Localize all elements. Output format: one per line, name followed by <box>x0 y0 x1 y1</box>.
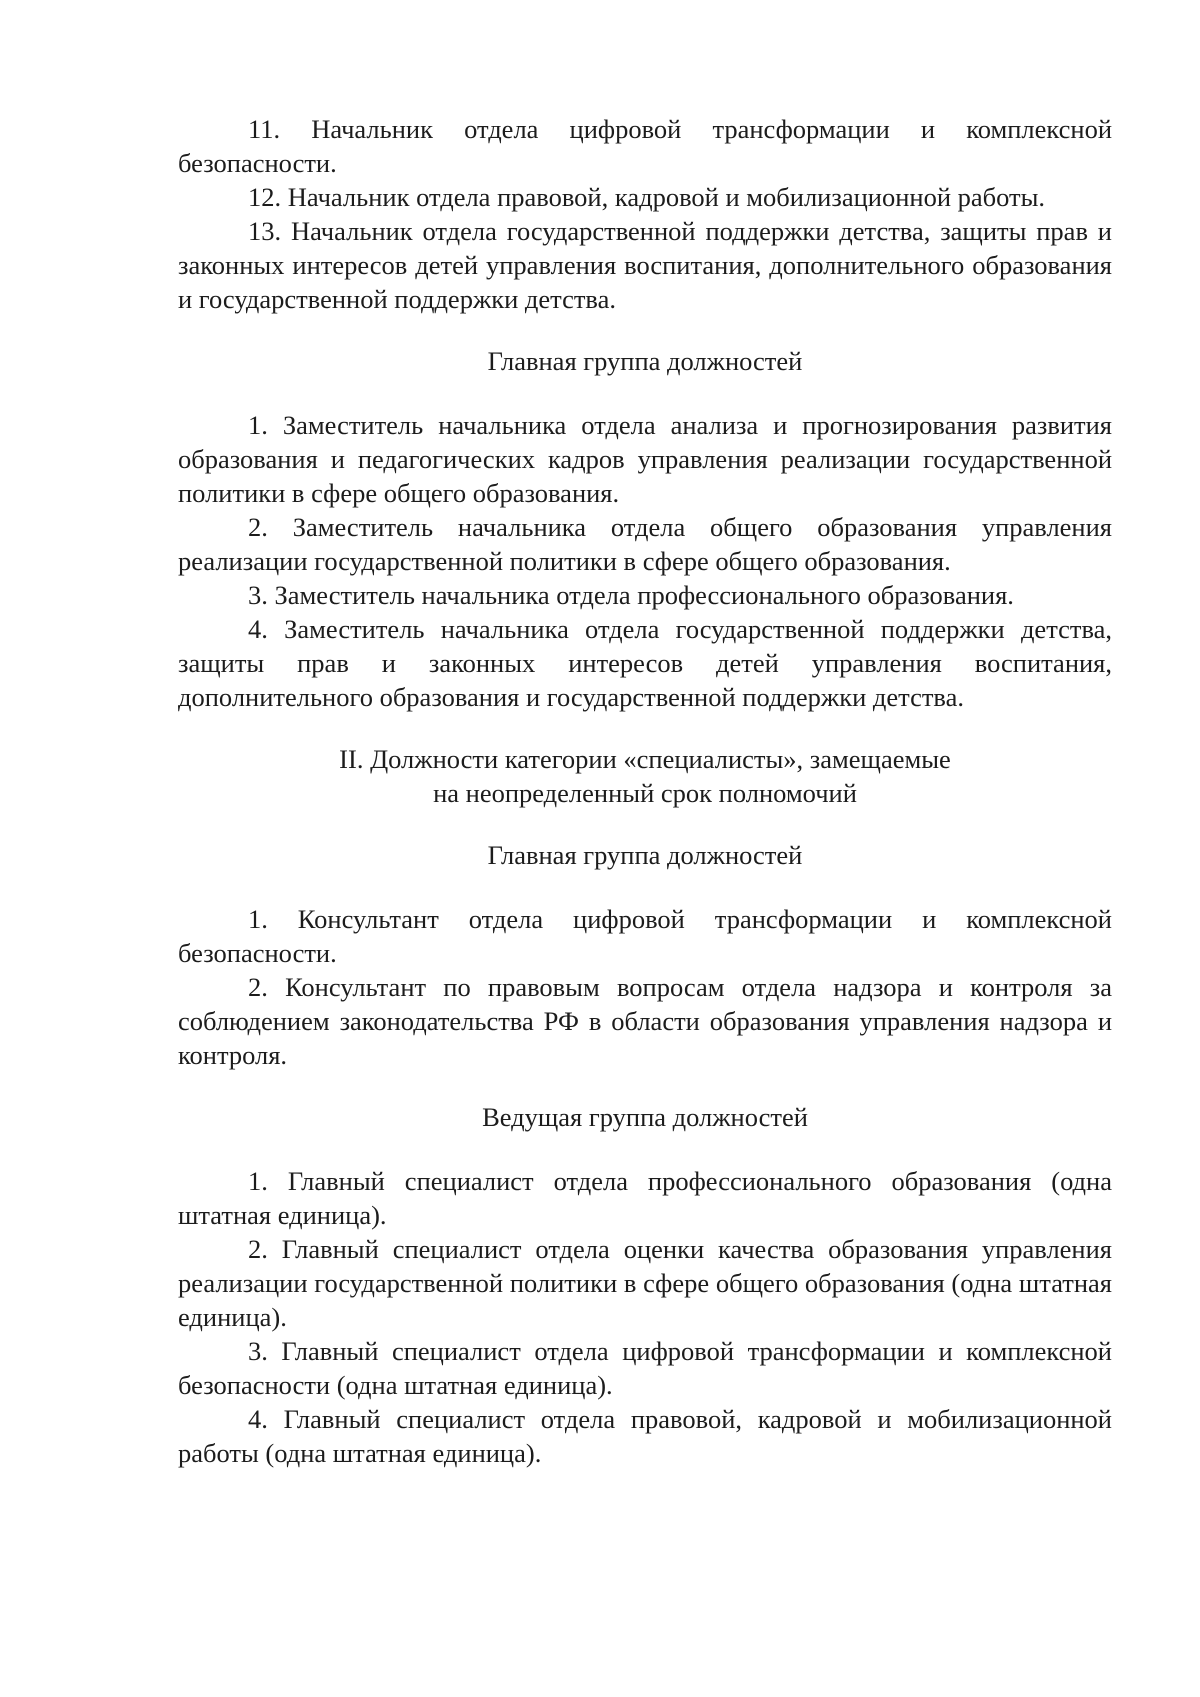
section-title-line1: II. Должности категории «специалисты», замещаемые <box>339 744 951 774</box>
list-item: 11. Начальник отдела цифровой трансформации и комплексной безопасности. <box>178 114 1112 178</box>
document-body <box>178 112 1112 1470</box>
list-item: 1. Консультант отдела цифровой трансформации и комплексной безопасности. <box>178 904 1112 968</box>
list-item: 4. Заместитель начальника отдела государственной поддержки детства, защиты прав и законных интересов детей управления воспитания, дополнительного образования и государственной поддержки детства. <box>178 614 1112 712</box>
list-item: 3. Главный специалист отдела цифровой трансформации и комплексной безопасности (одна штатная единица). <box>178 1336 1112 1400</box>
list-item: 12. Начальник отдела правовой, кадровой и мобилизационной работы. <box>248 182 1046 212</box>
list-item: 2. Главный специалист отдела оценки качества образования управления реализации государственной политики в сфере общего образования (одна штатная единица). <box>178 1234 1112 1332</box>
list-item: 1. Заместитель начальника отдела анализа и прогнозирования развития образования и педагогических кадров управления реализации государственной политики в сфере общего образования. <box>178 410 1112 508</box>
group-heading-main: Главная группа должностей <box>487 346 803 376</box>
list-item: 1. Главный специалист отдела профессионального образования (одна штатная единица). <box>178 1166 1112 1230</box>
list-item: 13. Начальник отдела государственной поддержки детства, защиты прав и законных интересов детей управления воспитания, дополнительного образования и государственной поддержки детства. <box>178 216 1112 314</box>
list-item: 2. Заместитель начальника отдела общего образования управления реализации государственной политики в сфере общего образования. <box>178 512 1112 576</box>
section-title-line2: на неопределенный срок полномочий <box>433 778 857 808</box>
group-heading-main: Главная группа должностей <box>487 840 803 870</box>
list-item: 3. Заместитель начальника отдела профессионального образования. <box>248 580 1014 610</box>
section-title <box>178 742 1112 810</box>
group-heading-leading: Ведущая группа должностей <box>482 1102 808 1132</box>
list-item: 4. Главный специалист отдела правовой, кадровой и мобилизационной работы (одна штатная единица). <box>178 1404 1112 1468</box>
list-item: 2. Консультант по правовым вопросам отдела надзора и контроля за соблюдением законодательства РФ в области образования управления надзора и контроля. <box>178 972 1112 1070</box>
